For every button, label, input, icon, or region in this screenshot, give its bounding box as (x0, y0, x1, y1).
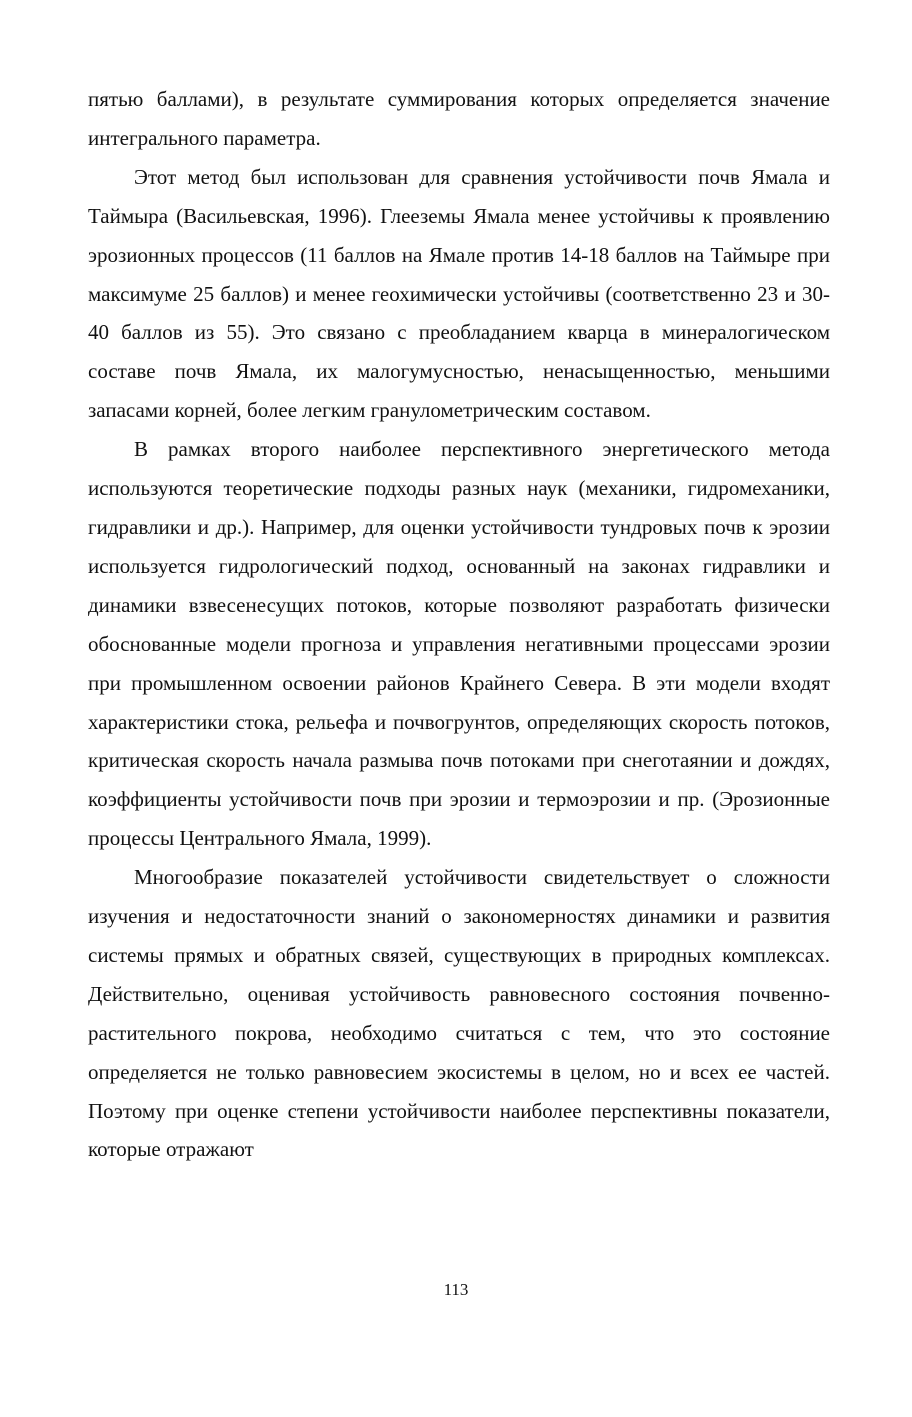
body-text (88, 80, 830, 1169)
paragraph: Многообразие показателей устойчивости свидетельствует о сложности изучения и недостаточности знаний о закономерностях динамики и развития системы прямых и обратных связей, существующих в природных комплексах. Действительно, оценивая устойчивость равновесного состояния почвенно-растительного покрова, необходимо считаться с тем, что это состояние определяется не только равновесием экосистемы в целом, но и всех ее частей. Поэтому при оценке степени устойчивости наиболее перспективны показатели, которые отражают (88, 865, 830, 1162)
paragraph: Этот метод был использован для сравнения устойчивости почв Ямала и Таймыра (Васильевская, 1996). Глееземы Ямала менее устойчивы к проявлению эрозионных процессов (11 баллов на Ямале против 14-18 баллов на Таймыре при максимуме 25 баллов) и менее геохимически устойчивы (соответственно 23 и 30-40 баллов из 55). Это связано с преобладанием кварца в минералогическом составе почв Ямала, их малогумусностью, ненасыщенностью, меньшими запасами корней, более легким гранулометрическим составом. (88, 164, 830, 423)
paragraph: В рамках второго наиболее перспективного энергетического метода используются теоретические подходы разных наук (механики, гидромеханики, гидравлики и др.). Например, для оценки устойчивости тундровых почв к эрозии используется гидрологический подход, основанный на законах гидравлики и динамики взвесенесущих потоков, которые позволяют разработать физически обоснованные модели прогноза и управления негативными процессами эрозии при промышленном освоении районов Крайнего Севера. В эти модели входят характеристики стока, рельефа и почвогрунтов, определяющих скорость потоков, критическая скорость начала размыва почв потоками при снеготаянии и дождях, коэффициенты устойчивости почв при эрозии и термоэрозии и пр. (Эрозионные процессы Центрального Ямала, 1999). (88, 437, 830, 851)
paragraph-continuation: пятью баллами), в результате суммирования которых определяется значение интегрального параметра. (88, 87, 830, 150)
page-number: 113 (443, 1280, 469, 1299)
